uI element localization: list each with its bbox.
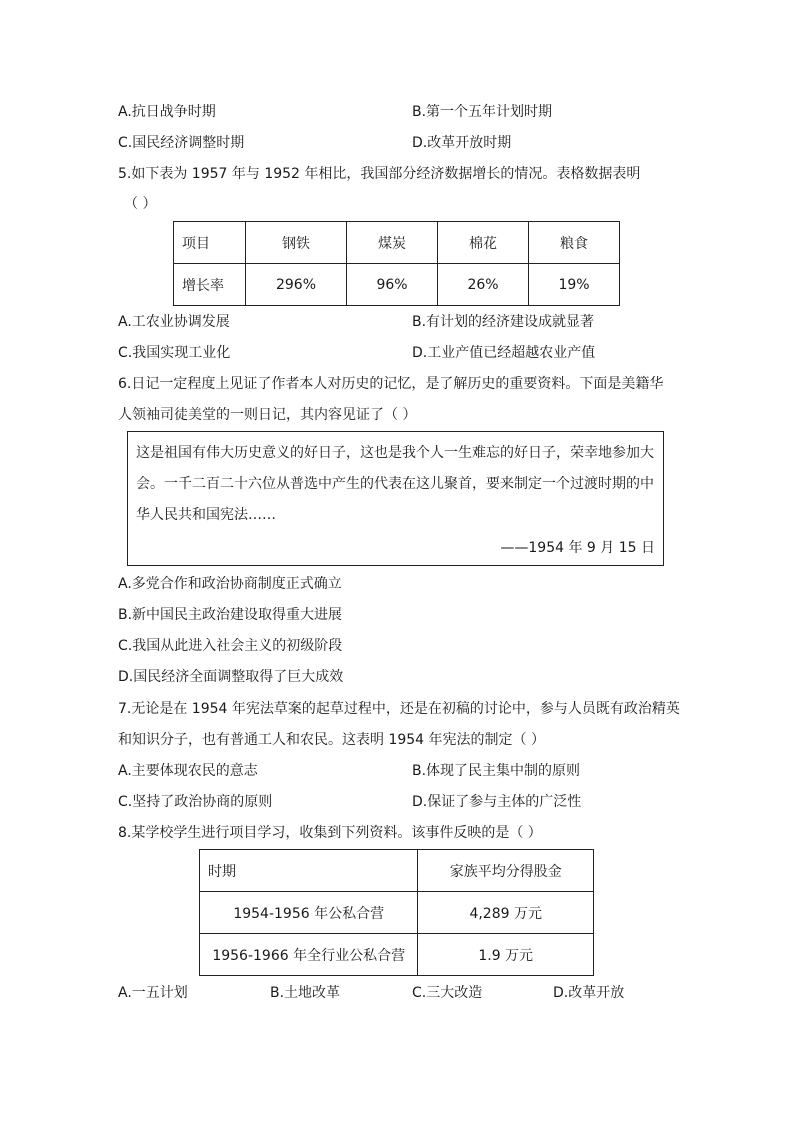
table-cell: 1954-1956 年公私合营 — [200, 892, 418, 934]
q7-option-a: A.主要体现农民的意志 — [118, 763, 258, 779]
q5-stem-line1: 5.如下表为 1957 年与 1952 年相比，我国部分经济数据增长的情况。表格数据表明 — [118, 166, 641, 182]
q8-option-a: A.一五计划 — [118, 985, 188, 1001]
q4-option-c: C.国民经济调整时期 — [118, 135, 245, 151]
table-cell: 26% — [438, 264, 529, 306]
q4-option-a: A.抗日战争时期 — [118, 104, 216, 120]
q5-answer-paren: （ ） — [124, 196, 157, 212]
table-row — [200, 934, 594, 976]
q7-option-d: D.保证了参与主体的广泛性 — [412, 794, 582, 810]
q5-option-b: B.有计划的经济建设成就显著 — [412, 314, 595, 330]
table-cell: 1.9 万元 — [418, 934, 594, 976]
quote-line: 会。一千二百二十六位从普选中产生的代表在这儿聚首，要来制定一个过渡时期的中 — [136, 476, 654, 492]
q7-stem-line2: 和知识分子，也有普通工人和农民。这表明 1954 年宪法的制定（ ） — [118, 732, 545, 748]
table-cell: 96% — [347, 264, 438, 306]
table-cell: 家族平均分得股金 — [418, 850, 594, 892]
q6-stem-line2: 人领袖司徒美堂的一则日记，其内容见证了（ ） — [118, 407, 417, 423]
table-cell: 增长率 — [174, 264, 246, 306]
q5-option-d: D.工业产值已经超越农业产值 — [412, 345, 596, 361]
quote-line: 华人民共和国宪法…… — [136, 507, 276, 523]
q5-option-c: C.我国实现工业化 — [118, 345, 231, 361]
q8-option-b: B.土地改革 — [270, 985, 341, 1001]
q5-table-header-row — [174, 222, 620, 264]
q8-data-table — [199, 849, 594, 976]
q6-option-c: C.我国从此进入社会主义的初级阶段 — [118, 638, 343, 654]
table-cell: 棉花 — [438, 222, 529, 264]
table-cell: 钢铁 — [246, 222, 347, 264]
q6-stem-line1: 6.日记一定程度上见证了作者本人对历史的记忆，是了解历史的重要资料。下面是美籍华 — [118, 376, 664, 392]
q7-option-c: C.坚持了政治协商的原则 — [118, 794, 273, 810]
q5-table-data-row — [174, 264, 620, 306]
table-cell: 1956-1966 年全行业公私合营 — [200, 934, 418, 976]
quote-date-signature: ——1954 年 9 月 15 日 — [500, 540, 655, 556]
table-cell: 煤炭 — [347, 222, 438, 264]
q4-option-d: D.改革开放时期 — [412, 135, 512, 151]
q7-stem-line1: 7.无论是在 1954 年宪法草案的起草过程中，还是在初稿的讨论中，参与人员既有政治精英 — [118, 701, 680, 717]
q5-data-table — [173, 221, 620, 306]
quote-line: 这是祖国有伟大历史意义的好日子，这也是我个人一生难忘的好日子，荣幸地参加大 — [136, 445, 654, 461]
table-cell: 4,289 万元 — [418, 892, 594, 934]
table-cell: 粮食 — [529, 222, 620, 264]
q8-option-c: C.三大改造 — [412, 985, 483, 1001]
table-cell: 项目 — [174, 222, 246, 264]
table-cell: 时期 — [200, 850, 418, 892]
q5-option-a: A.工农业协调发展 — [118, 314, 230, 330]
q7-option-b: B.体现了民主集中制的原则 — [412, 763, 581, 779]
q8-stem: 8.某学校学生进行项目学习，收集到下列资料。该事件反映的是（ ） — [118, 825, 542, 841]
table-cell: 19% — [529, 264, 620, 306]
table-row — [200, 892, 594, 934]
q8-table-header-row — [200, 850, 594, 892]
q6-option-b: B.新中国民主政治建设取得重大进展 — [118, 607, 343, 623]
table-cell: 296% — [246, 264, 347, 306]
q6-option-d: D.国民经济全面调整取得了巨大成效 — [118, 669, 344, 685]
q8-option-d: D.改革开放 — [553, 985, 625, 1001]
q6-option-a: A.多党合作和政治协商制度正式确立 — [118, 576, 342, 592]
q6-diary-quote-box — [127, 431, 664, 566]
q4-option-b: B.第一个五年计划时期 — [412, 104, 553, 120]
